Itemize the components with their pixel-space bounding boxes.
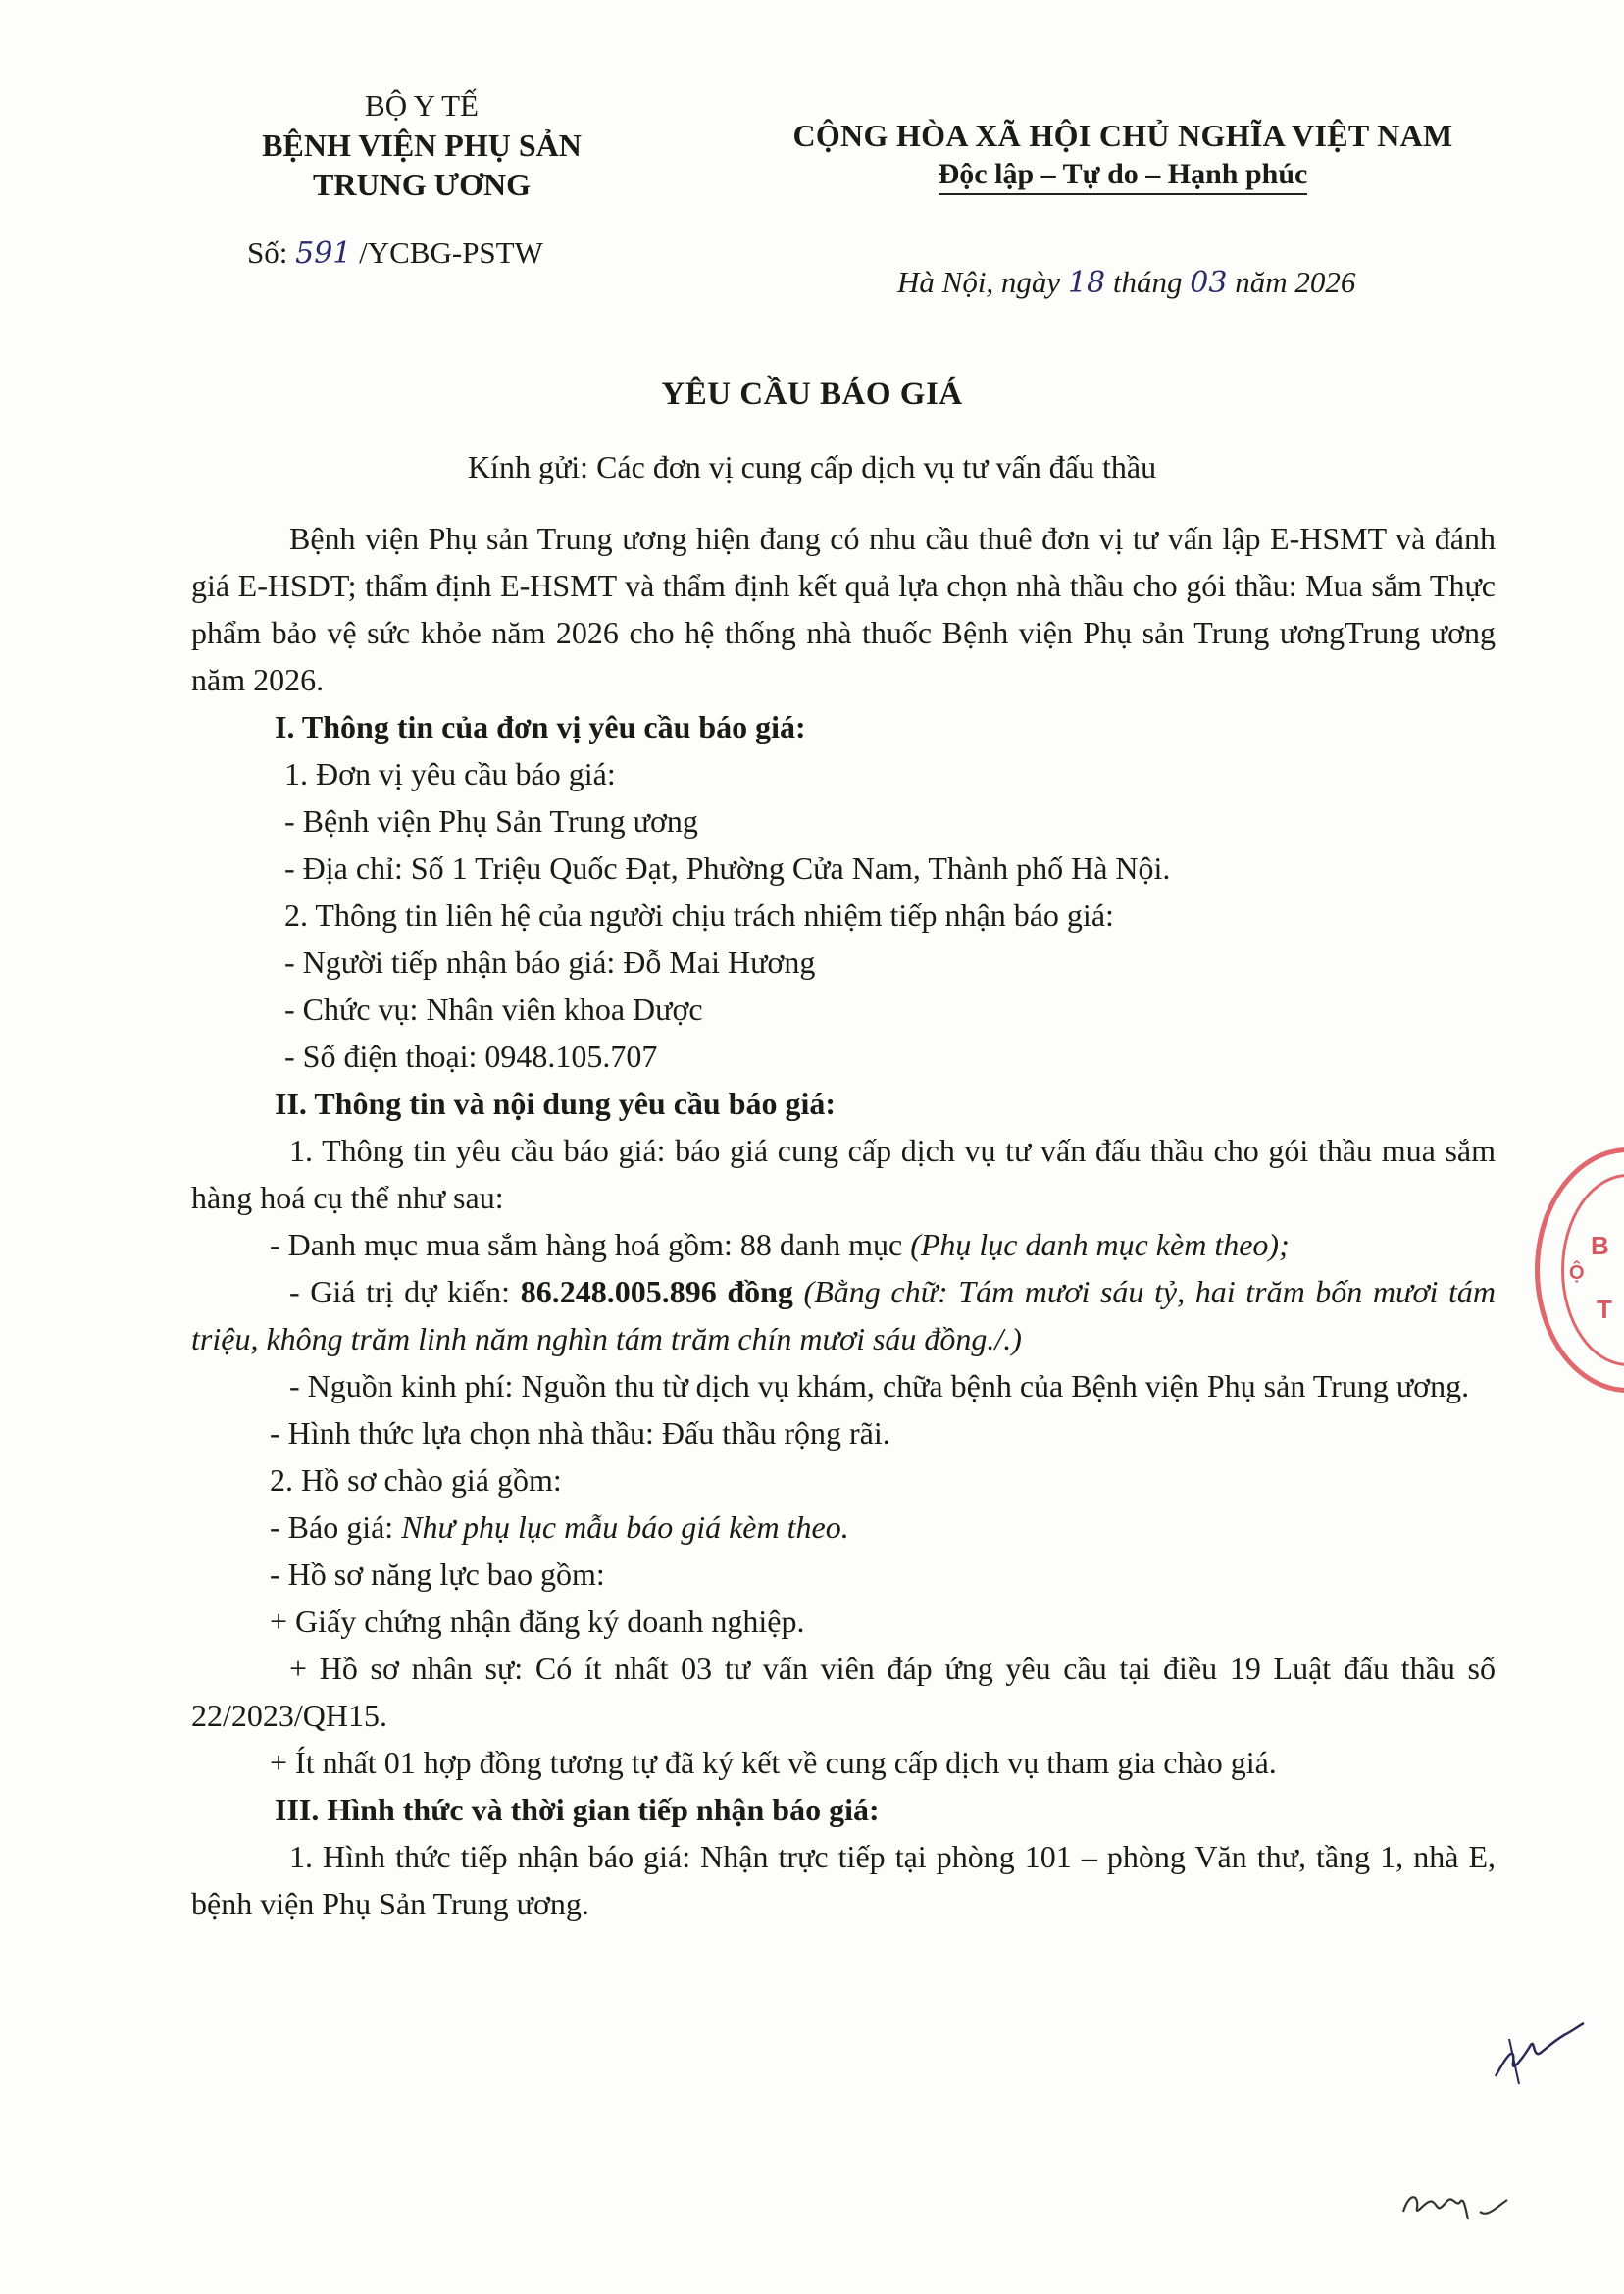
number-suffix: /YCBG-PSTW — [359, 235, 543, 270]
section3-sub1: 1. Hình thức tiếp nhận báo giá: Nhận trực tiếp tại phòng 101 – phòng Văn thư, tầng 1, nhà E, bệnh viện Phụ Sản Trung ương. — [191, 1839, 1496, 1921]
handwritten-note-icon — [1397, 2172, 1515, 2231]
funding-source: - Nguồn kinh phí: Nguồn thu từ dịch vụ khám, chữa bệnh của Bệnh viện Phụ sản Trung ương. — [289, 1368, 1470, 1403]
receiver-position: - Chức vụ: Nhân viên khoa Dược — [284, 992, 703, 1027]
number-handwritten: 591 — [295, 236, 352, 271]
section1-heading: I. Thông tin của đơn vị yêu cầu báo giá: — [275, 709, 806, 744]
date-year: năm 2026 — [1235, 265, 1356, 299]
capacity-heading: - Hồ sơ năng lực bao gồm: — [270, 1556, 605, 1592]
initial-signature-icon — [1486, 2015, 1594, 2094]
quote-note: Như phụ lục mẫu báo giá kèm theo. — [401, 1509, 849, 1545]
nation-title: CỘNG HÒA XÃ HỘI CHỦ NGHĨA VIỆT NAM — [792, 118, 1453, 153]
capacity-item-3: + Ít nhất 01 hợp đồng tương tự đã ký kết về cung cấp dịch vụ tham gia chào giá. — [270, 1745, 1277, 1780]
national-motto: Độc lập – Tự do – Hạnh phúc — [939, 158, 1308, 195]
section2-sub1: 1. Thông tin yêu cầu báo giá: báo giá cung cấp dịch vụ tư vấn đấu thầu cho gói thầu mua sắm hàng hoá cụ thể như sau: — [191, 1133, 1496, 1215]
document-body — [191, 515, 1496, 1927]
unit-address: - Địa chỉ: Số 1 Triệu Quốc Đạt, Phường Cửa Nam, Thành phố Hà Nội. — [284, 850, 1171, 886]
red-seal-stamp — [1535, 1147, 1624, 1393]
date-prefix: Hà Nội, ngày — [897, 265, 1061, 299]
salutation: Kính gửi: Các đơn vị cung cấp dịch vụ tư vấn đấu thầu — [467, 449, 1157, 484]
capacity-item-2: + Hồ sơ nhân sự: Có ít nhất 03 tư vấn viên đáp ứng yêu cầu tại điều 19 Luật đấu thầu số 22/2023/QH15. — [191, 1651, 1496, 1733]
quote-label: - Báo giá: — [270, 1509, 394, 1545]
section1-sub1: 1. Đơn vị yêu cầu báo giá: — [284, 756, 616, 791]
requesting-unit: - Bệnh viện Phụ Sản Trung ương — [284, 803, 698, 839]
section1-sub2: 2. Thông tin liên hệ của người chịu trách nhiệm tiếp nhận báo giá: — [284, 897, 1114, 933]
receiver-phone: - Số điện thoại: 0948.105.707 — [284, 1039, 658, 1074]
value-in-words: (Bằng chữ: Tám mươi sáu tỷ, hai trăm bốn mươi tám triệu, không trăm linh năm nghìn tám trăm chín mươi sáu đồng./.) — [191, 1274, 1497, 1356]
hospital-name-line2: TRUNG ƯƠNG — [313, 167, 531, 202]
intro-paragraph: Bệnh viện Phụ sản Trung ương hiện đang có nhu cầu thuê đơn vị tư vấn lập E-HSMT và đánh giá E-HSDT; thẩm định E-HSMT và thẩm định kết quả lựa chọn nhà thầu cho gói thầu: Mua sắm Thực phẩm bảo vệ sức khỏe năm 2026 cho hệ thống nhà thuốc Bệnh viện Phụ sản Trung ươngTrung ương năm 2026. — [191, 521, 1496, 697]
ministry-name: BỘ Y TẾ — [365, 88, 479, 123]
catalog-note: (Phụ lục danh mục kèm theo); — [910, 1227, 1290, 1262]
date-month: 03 — [1190, 266, 1228, 300]
catalog-text: - Danh mục mua sắm hàng hoá gồm: 88 danh mục — [270, 1227, 903, 1262]
document-number — [247, 233, 543, 274]
seal-char-2: T — [1597, 1295, 1612, 1324]
section2-heading: II. Thông tin và nội dung yêu cầu báo giá: — [275, 1086, 837, 1121]
seal-char-1: B — [1591, 1231, 1609, 1260]
document-title: YÊU CẦU BÁO GIÁ — [661, 377, 963, 412]
date-month-label: tháng — [1112, 265, 1183, 299]
national-header — [706, 118, 1540, 195]
value-label: - Giá trị dự kiến: — [289, 1274, 511, 1309]
quote-line — [191, 1504, 1496, 1551]
estimated-value — [191, 1268, 1496, 1362]
seal-char-3: Ộ — [1569, 1262, 1585, 1284]
section2-sub2: 2. Hồ sơ chào giá gồm: — [270, 1462, 562, 1498]
receiver-name: - Người tiếp nhận báo giá: Đỗ Mai Hương — [284, 944, 816, 980]
issuer-block — [206, 86, 637, 271]
selection-method: - Hình thức lựa chọn nhà thầu: Đấu thầu rộng rãi. — [270, 1415, 890, 1451]
capacity-item-1: + Giấy chứng nhận đăng ký doanh nghiệp. — [270, 1604, 805, 1639]
catalog-line — [191, 1221, 1496, 1268]
value-amount: 86.248.005.896 đồng — [520, 1274, 793, 1309]
number-prefix: Số: — [247, 235, 288, 270]
issue-date — [897, 265, 1355, 300]
section3-heading: III. Hình thức và thời gian tiếp nhận báo giá: — [275, 1792, 880, 1827]
hospital-name-line1: BỆNH VIỆN PHỤ SẢN — [262, 127, 582, 163]
date-day: 18 — [1067, 266, 1106, 300]
